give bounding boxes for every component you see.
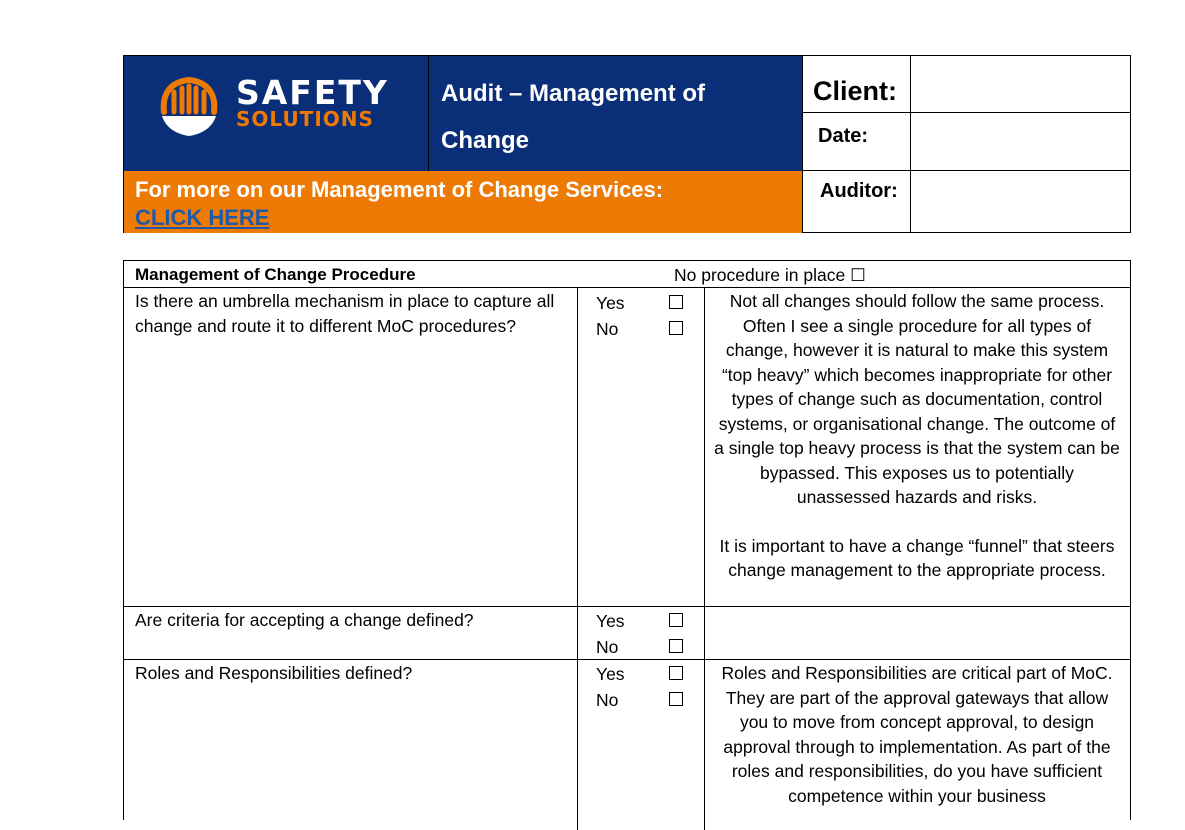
- promo-cell: [124, 171, 803, 233]
- divider: [802, 112, 1131, 113]
- logo-cell: [124, 56, 429, 171]
- no-procedure-checkbox[interactable]: No procedure in place ☐: [674, 265, 866, 285]
- guidance-paragraph: Roles and Responsibilities are critical part of MoC. They are part of the approval gateways that allow you to move from concept approval, to design approval through to implementation. As part of the roles and responsibilities, do you have sufficient competence within your business: [721, 663, 1113, 806]
- guidance-paragraph: It is important to have a change “funnel” that steers change management to the appropriate process.: [719, 535, 1115, 580]
- no-checkbox[interactable]: [669, 321, 683, 335]
- click-here-link[interactable]: CLICK HERE: [135, 205, 270, 230]
- no-label: No: [596, 637, 619, 657]
- header-table: [123, 55, 1131, 233]
- guidance-note: [714, 289, 1120, 583]
- auditor-label: Auditor:: [820, 180, 898, 202]
- logo-word-solutions: SOLUTIONS: [236, 107, 374, 131]
- divider: [704, 607, 705, 659]
- table-row: [124, 660, 1130, 830]
- yes-label: Yes: [596, 293, 625, 313]
- yes-label: Yes: [596, 664, 625, 684]
- client-field[interactable]: [912, 57, 1128, 111]
- section-header-row: [124, 261, 1130, 288]
- date-label: Date:: [818, 125, 869, 147]
- yes-checkbox[interactable]: [669, 666, 683, 680]
- question-text: Roles and Responsibilities defined?: [135, 663, 413, 683]
- audit-table: [123, 260, 1131, 820]
- yes-checkbox[interactable]: [669, 613, 683, 627]
- client-label: Client:: [813, 76, 897, 106]
- guidance-note: [714, 661, 1120, 808]
- divider: [577, 288, 578, 606]
- date-field[interactable]: [912, 114, 1128, 169]
- yes-label: Yes: [596, 611, 625, 631]
- yes-checkbox[interactable]: [669, 295, 683, 309]
- divider: [910, 56, 911, 233]
- no-label: No: [596, 690, 619, 710]
- question-text: Is there an umbrella mechanism in place to capture all change and route it to different MoC procedures?: [135, 291, 555, 336]
- divider: [577, 607, 578, 659]
- table-row: [124, 607, 1130, 660]
- guidance-paragraph: Not all changes should follow the same process. Often I see a single procedure for all types of change, however it is natural to make this system “top heavy” which becomes inappropriate for other types of change such as documentation, control systems, or organisational change. The outcome of a single top heavy process is that the system can be bypassed. This exposes us to potentially unassessed hazards and risks.: [714, 291, 1120, 507]
- logo-word-safety: SAFETY: [236, 73, 389, 112]
- divider: [802, 170, 1131, 171]
- divider: [704, 660, 705, 830]
- no-checkbox[interactable]: [669, 639, 683, 653]
- table-row: [124, 288, 1130, 607]
- no-label: No: [596, 319, 619, 339]
- no-checkbox[interactable]: [669, 692, 683, 706]
- divider: [802, 56, 803, 233]
- divider: [704, 288, 705, 606]
- document-title: Audit – Management of Change: [441, 80, 706, 154]
- safety-solutions-logo-icon: [156, 72, 222, 142]
- auditor-field[interactable]: [912, 172, 1128, 232]
- question-text: Are criteria for accepting a change defined?: [135, 610, 474, 630]
- title-cell: [429, 56, 803, 171]
- section-title: Management of Change Procedure: [135, 265, 416, 284]
- promo-text: For more on our Management of Change Services:: [135, 177, 664, 202]
- divider: [577, 660, 578, 830]
